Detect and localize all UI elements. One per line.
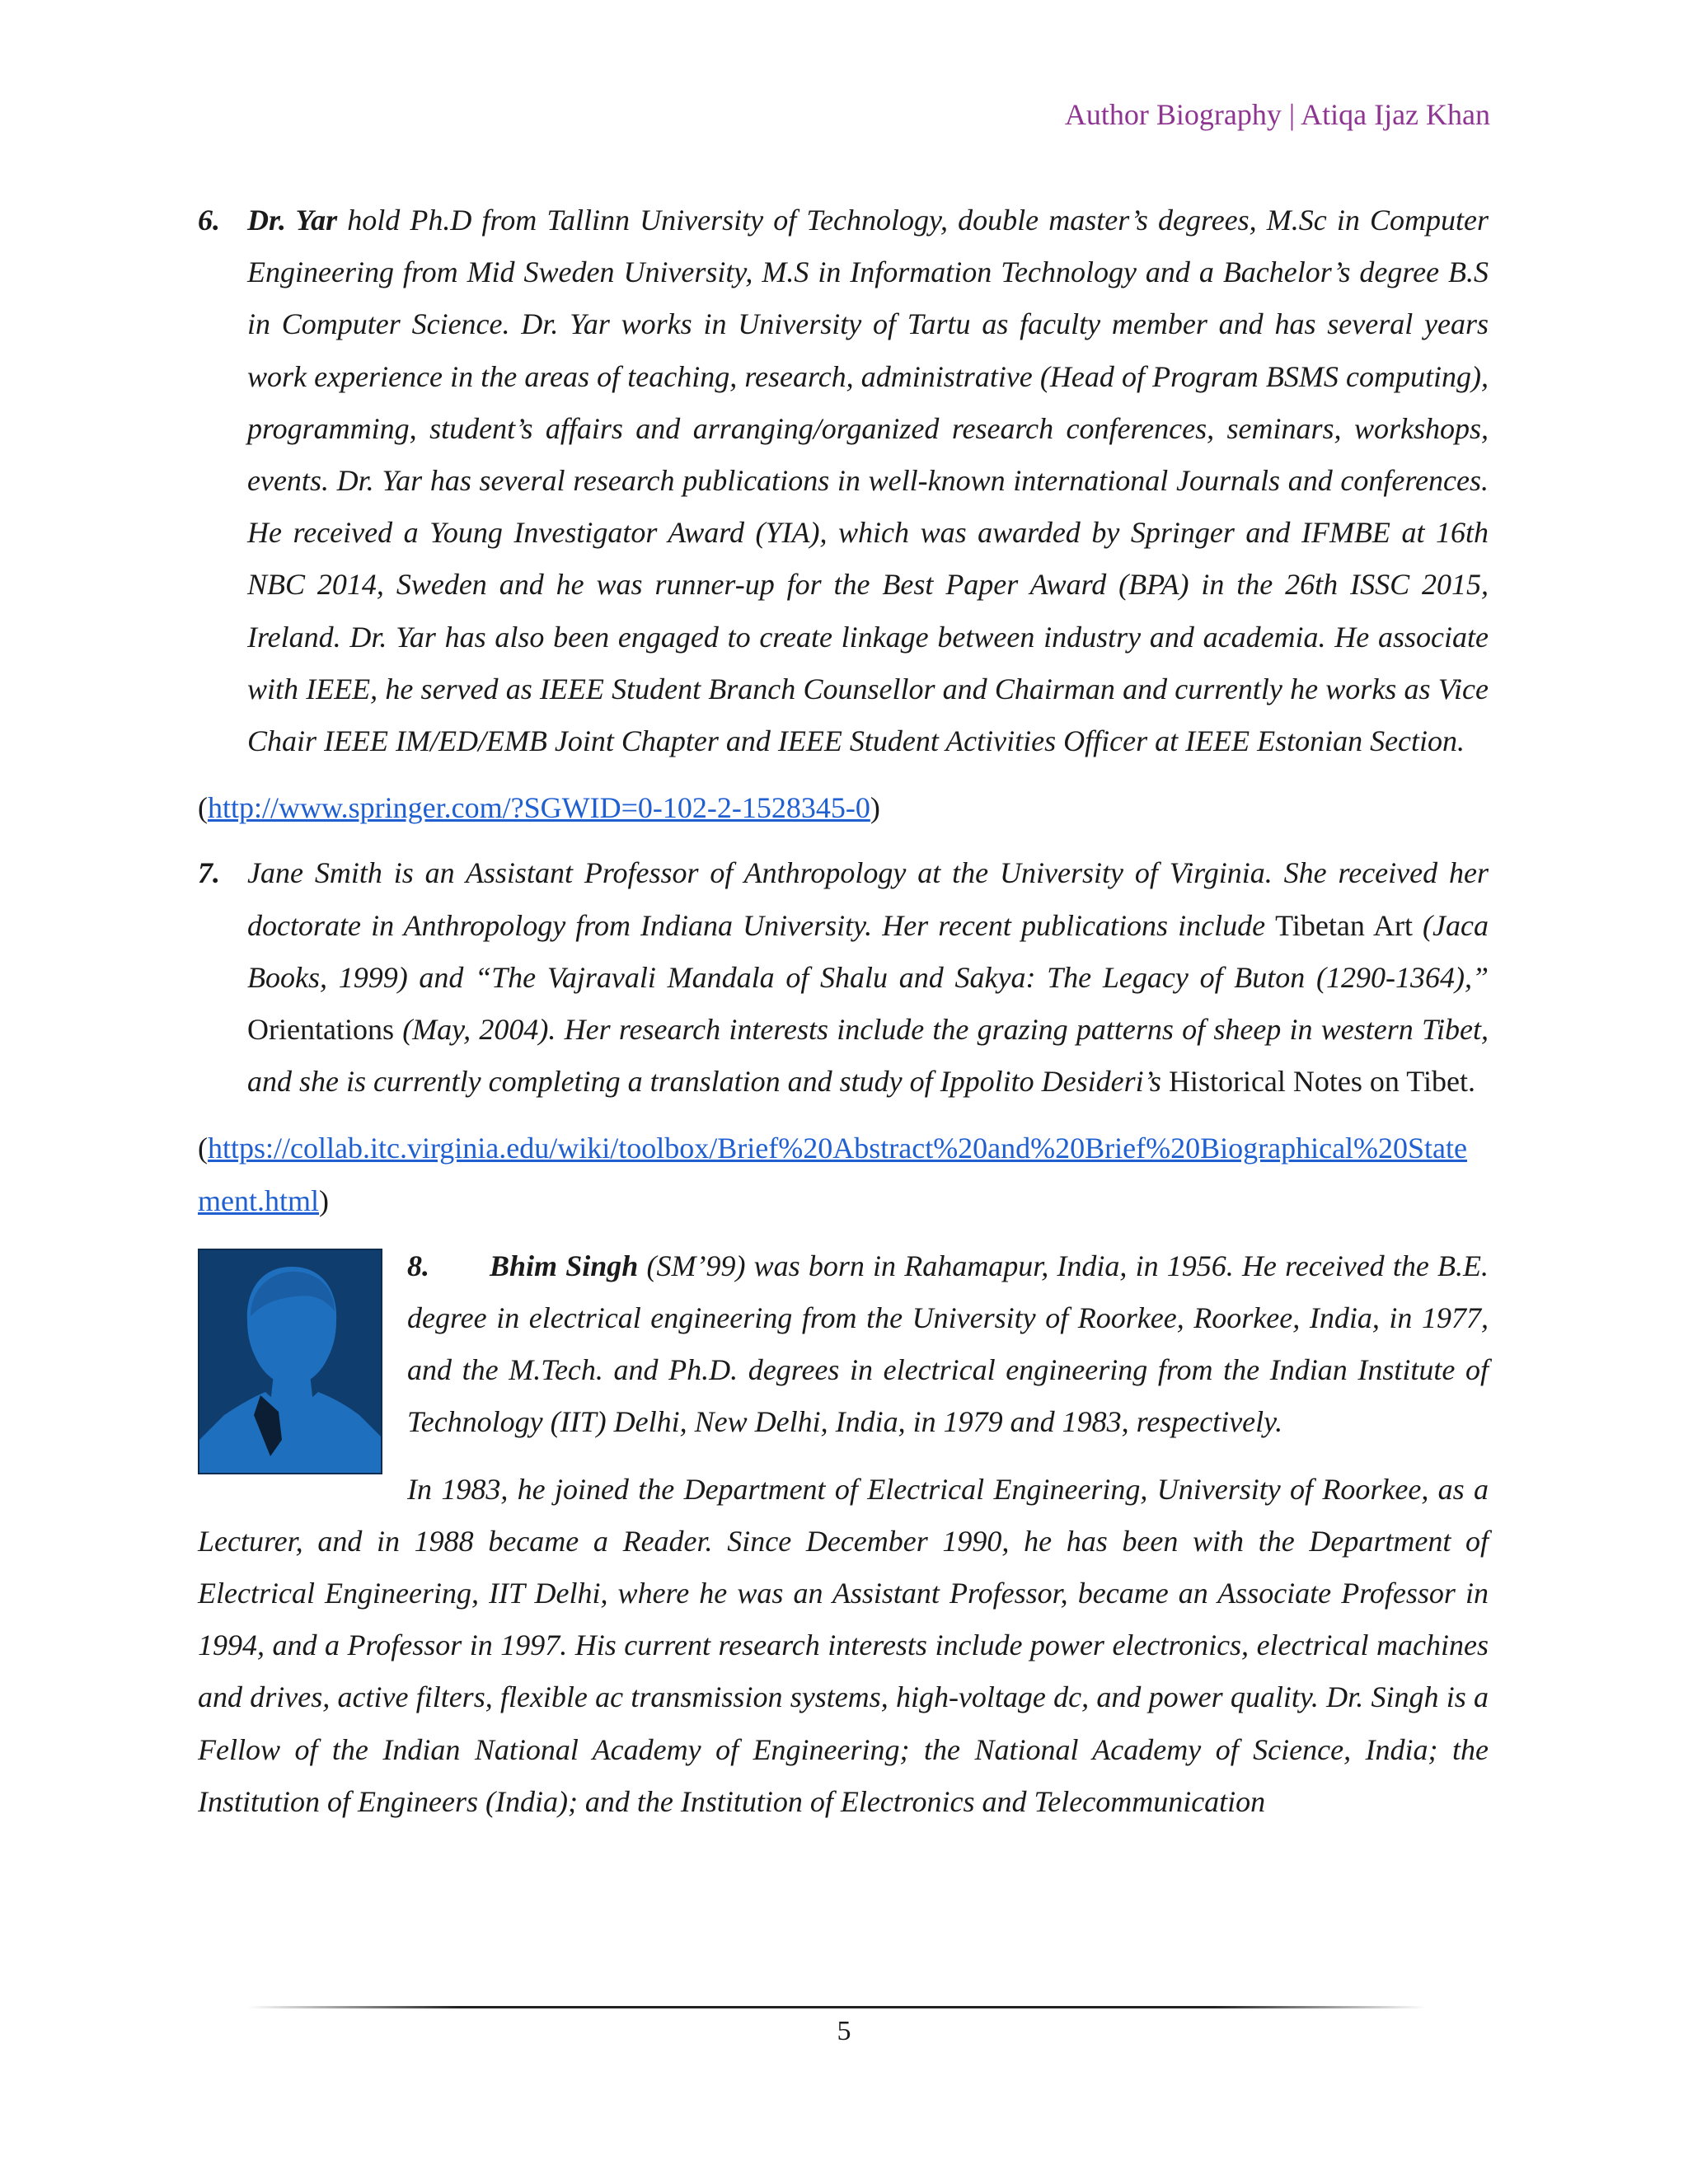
publication-title: Tibetan Art [1275,908,1413,942]
bio-text [198,1240,1489,1828]
bio-paragraph-2 [198,1464,1489,1828]
entry-text: (SM’99) was born in Rahamapur, India, in 1956. He received the B.E. degree in electrical engineering from the University of Roorkee, Roorkee, India, in 1977, and the M.Tech. and Ph.D. degrees in electrical engineering from the Indian Institute of Technology (IIT) Delhi, New Delhi, India, in 1979 and 1983, respectively. [407,1249,1489,1439]
source-link[interactable]: http://www.springer.com/?SGWID=0-102-2-1528345-0 [208,791,870,825]
author-name: Dr. Yar [247,204,338,237]
author-name: Bhim Singh [490,1249,639,1282]
entry-text: hold Ph.D from Tallinn University of Technology, double master’s degrees, M.Sc in Computer Engineering from Mid Sweden University, M.S in Information Technology and a Bachelor’s degree B.S in Computer Science. Dr. Yar works in University of Tartu as faculty member and has several years work experience in the areas of teaching, research, administrative (Head of Program BSMS computing), programming, student’s affairs and arranging/organized research conferences, seminars, workshops, events. Dr. Yar has several research publications in well-known international Journals and conferences. He received a Young Investigator Award (YIA), which was awarded by Springer and IFMBE at 16th NBC 2014, Sweden and he was runner-up for the Best Paper Award (BPA) in the 26th ISSC 2015, Ireland. Dr. Yar has also been engaged to create linkage between industry and academia. He associate with IEEE, he served as IEEE Student Branch Counsellor and Chairman and currently he works as Vice Chair IEEE IM/ED/EMB Joint Chapter and IEEE Student Activities Officer at IEEE Estonian Section. [247,204,1489,758]
biography-entry-8 [198,1240,1489,1828]
source-link[interactable]: https://collab.itc.virginia.edu/wiki/toolbox/Brief%20Abstract%20and%20Brief%20Biographical%20Statement.html [198,1132,1468,1217]
entry-number: 8. [407,1249,429,1282]
link-paren-open: ( [198,1132,208,1165]
link-paren-close: ) [870,791,880,825]
publication-title: Orientations [247,1013,394,1047]
entry-number: 7. [198,856,220,890]
entry-number: 6. [198,204,220,237]
biography-entry-7 [198,847,1489,1108]
entry-text: (Jaca Books, 1999) and “The Vajravali Mandala of Shalu and Sakya: The Legacy of Buton (1290-1364),” [247,908,1489,994]
publication-title: Historical Notes on Tibet. [1168,1065,1475,1099]
link-paren-open: ( [198,791,208,825]
link-paren-close: ) [319,1183,329,1217]
page-number: 5 [837,2016,851,2046]
footer-divider [247,2006,1426,2008]
entry-text: Jane Smith is an Assistant Professor of Anthropology at the University of Virginia. She received her doctorate in Anthropology from Indiana University. Her recent publications include [247,856,1489,942]
biography-entry-6 [198,194,1489,767]
avatar-silhouette [199,1250,382,1474]
running-header: Author Biography | Atiqa Ijaz Khan [1064,98,1490,131]
bio-paragraph-1 [198,1240,1489,1449]
entry-text: (May, 2004). Her research interests include the grazing patterns of sheep in western Tibet, and she is currently completing a translation and study of Ippolito Desideri’s [247,1013,1489,1099]
source-link-line-7 [198,1122,1489,1226]
entry-text: In 1983, he joined the Department of Electrical Engineering, University of Roorkee, as a Lecturer, and in 1988 became a Reader. Since December 1990, he has been with the Department of Electrical Engineering, IIT Delhi, where he was an Assistant Professor, became an Associate Professor in 1994, and a Professor in 1997. His current research interests include power electronics, electrical machines and drives, active filters, flexible ac transmission systems, high-voltage dc, and power quality. Dr. Singh is a Fellow of the Indian National Academy of Engineering; the National Academy of Science, India; the Institution of Engineers (India); and the Institution of Electronics and Telecommunication [198,1472,1489,1818]
source-link-line-6 [198,782,1489,834]
page-body [198,194,1489,1828]
person-silhouette-icon [198,1249,382,1474]
